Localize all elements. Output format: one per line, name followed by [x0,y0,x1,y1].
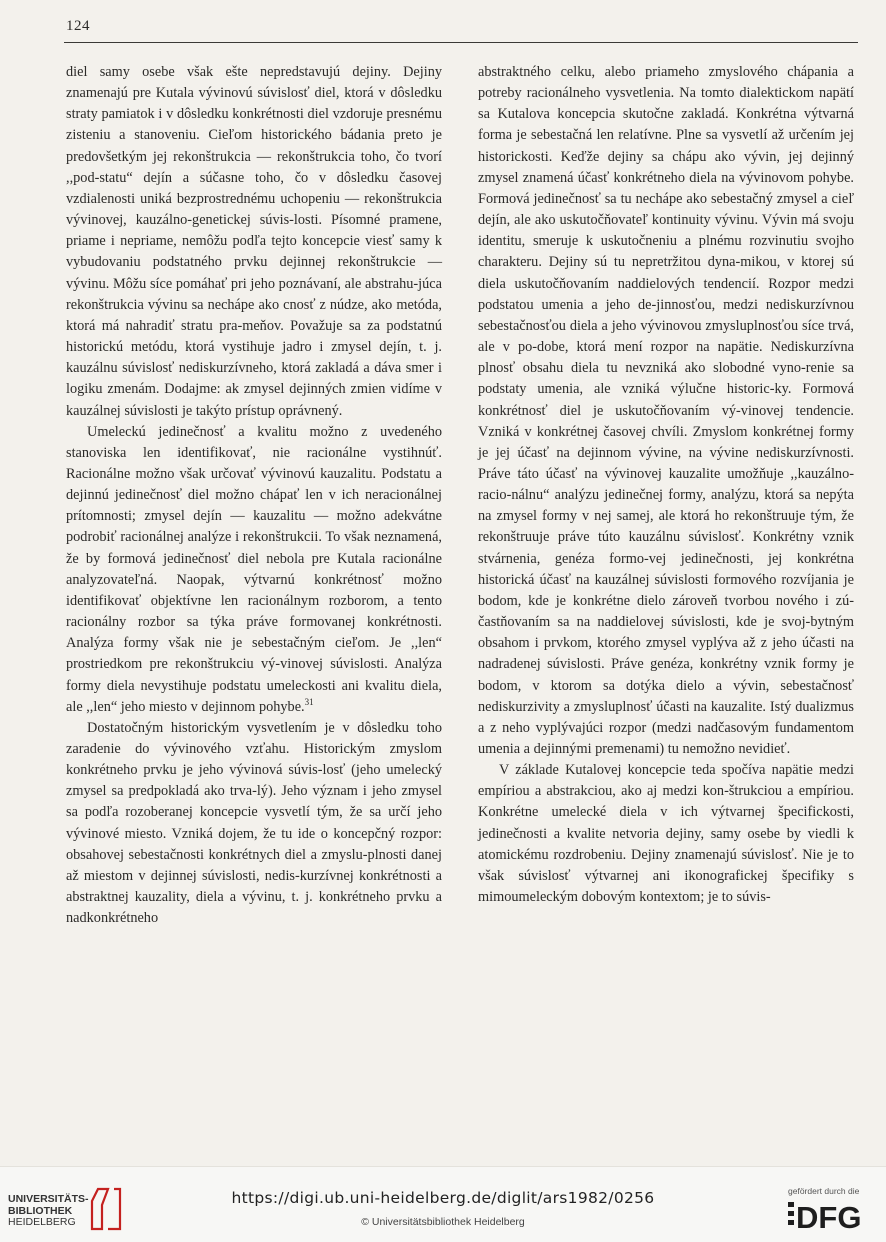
permalink-url[interactable]: https://digi.ub.uni-heidelberg.de/diglit/ars1982/0256 [231,1189,655,1207]
dfg-logo[interactable] [784,1199,874,1233]
library-name-line: HEIDELBERG [8,1216,76,1228]
copyright-notice: © Universitätsbibliothek Heidelberg [361,1216,525,1228]
paragraph [66,422,442,718]
footnote-reference[interactable]: 31 [304,696,314,707]
paragraph: diel samy osebe však ešte nepredstavujú dejiny. Dejiny znamenajú pre Kutala vývinovú súvislosť diel, ktorá v dôsledku straty pamiatok i v dôsledku konkrétnosti diel vzdoruje presnému zisteniu a stanoveniu. Cieľom historického bádania preto je predovšetkým jej rekonštrukcia — rekonštrukcia toho, čo tvorí ,,pod-statu“ dejín a súčasne toho, čo v dôsledku časovej vzdialenosti uniká bezprostrednému uchopeniu — rekonštrukcia vývinovej, kauzálno-genetickej súvis-losti. Písomné pramene, priame i nepriame, nemôžu podľa tejto koncepcie viesť samy k vybudovaniu podstatného prvku dejinnej rekonštrukcie — vývinu. Môžu síce pomáhať pri jeho poznávaní, ale abstrahu-júca rekonštrukcia vývinu sa nechápe ako cnosť z núdze, ako metóda, ktorá má nahradiť stratu pra-meňov. Považuje sa za podstatnú historickú metódu, ktorá vystihuje jadro i zmysel dejín, t. j. kauzálnu súvislosť nediskurzívneho, ktorá zakladá a dáva smer i logiku zmenám. Dodajme: ak zmysel dejinných zmien vidíme v kauzálnej súvislosti je takýto prístup oprávnený. [66,64,442,419]
funder-label: gefördert durch die [788,1186,860,1196]
paragraph: Dostatočným historickým vysvetlením je v dôsledku toho zaradenie do vývinového vzťahu. Historickým zmyslom konkrétneho prvku je jeho vývinová súvis-losť (jeho umelecký zmysel sa predpokladá ako trva-lý). Jeho význam i jeho zmysel sa podľa rozoberanej koncepcie vysvetlí tým, že sa určí jeho vývinové miesto. Vzniká dojem, že tu ide o koncepčný rozpor: obsahovej sebestačnosti konkrétnych diel a zmyslu-plnosti danej až miestom v dejinnej súvislosti, nedis-kurzívnej konkrétnosti a abstraktnej kauzality, diela a vývinu, t. j. konkrétneho prvku a nadkonkrétneho [66,719,442,927]
right-column [478,62,854,908]
library-name-line: UNIVERSITÄTS- [8,1193,89,1205]
paragraph: abstraktného celku, alebo priameho zmyslového chápania a potreby racionálneho vysvetlenia. Na tomto dialektickom napätí sa Kutalova koncepcia skutočne zakladá. Konkrétna výtvarná forma je sebestačná len relatívne. Plne sa vysvetlí až určením jej historickosti. Keďže dejiny sa chápu ako vývin, jej dejinný zmysel znamená účasť konkrétneho diela na vývinovom pohybe. Formová jedinečnosť sa tu nechápe ako sebestačný zmysel a cieľ dejín, ale ako uskutočňovateľ kontinuity vývinu. Vývin má svoju identitu, smeruje k uskutočneniu a plnému rozvinutiu svojho charakteru. Dejiny sú tu nepretržitou dyna-mikou, v ktorej sú diela uskutočňovaním naddielových tendencií. Rozpor medzi podstatou umenia a jeho de-jinnosťou, medzi nediskurzívnou sebestačnosťou diela a jeho vývinovou zmysluplnosťou síce trvá, ale v po-dobe, ktorá mení rozpor na napätie. Nediskurzívna plnosť obsahu diela tu nevzniká ako slobodné vyno-renie sa podstaty umenia, ale vzniká výlučne historic-ky. Formová konkrétnosť diel je uskutočňovaním vý-vinovej tendencie. Vzniká v konkrétnej časovej chvíli. Zmyslom konkrétnej formy je jej účasť na dejinnom vývine, na vývine nediskurzívnosti. Práve táto účasť na vývinovej kauzalite umožňuje ,,kauzálno-racio-nálnu“ analýzu jedinečnej formy, analýzu, ktorá sa nepýta na zmysel formy v nej samej, ale ktorá ho rekonštruuje tým, že rekonštruuje práve túto kauzálnu súvislosť. Konkrétny vznik stvárnenia, genéza formo-vej jedinečnosti, jej konkrétna historická účasť na kauzálnej súvislosti formového rozvíjania je bodom, kde je konkrétne dielo zároveň tvorbou nového i zú-častňovaním sa na naddielovej súvislosti, kde je svoj-bytným obsahom i prvkom, ktorého zmysel vyplýva až z jeho účasti na nadradenej súvislosti. Práve genéza, konkrétny vznik formy je bodom, v ktorom sa dotýka dielo a vývin, sebestačnosť nediskurzivity a zmysluplnosť účasti na kauzalite. Istý dualizmus a z neho vyplývajúci rozpor (medzi nadčasovým fundamentom umenia a dejinnými premenami) tu nemožno nevidieť. [478,64,854,757]
page-number: 124 [66,18,90,34]
paragraph-text: Umeleckú jedinečnosť a kvalitu možno z uvedeného stanoviska len identifikovať, nie racionálne vystihnúť. Racionálne možno však určovať vývinovú kauzalitu. Podstatu a dejinnú jedinečnosť diel možno chápať len v ich neracionálnej prítomnosti; zmysel dejín — kauzalitu — možno adekvátne podrobiť racionálnej analýze i rekonštrukcii. To však neznamená, že by formová jedinečnosť diel nebola pre Kutala racionálne analyzovateľná. Naopak, výtvarnú konkrétnosť možno identifikovať objektívne len racionálnym rozborom, a tento racionálny rozbor sa týka práve formovanej konkrétnosti. Analýza formy však nie je sebestačným cieľom. Je ,,len“ prostriedkom pre rekonštrukciu vý-vinovej súvislosti. Analýza formy diela nevystihuje podstatu umeleckosti ani kvalitu diela, ale ,,len“ jeho miesto v dejinnom pohybe. [66,423,442,715]
paragraph: V základe Kutalovej koncepcie teda spočíva napätie medzi empíriou a abstrakciou, ako aj medzi kon-štrukciou a empíriou. Konkrétne umelecké diela v ich výtvarnej špecifickosti, jedinečnosti a kvalite netvoria dejiny, samy osebe by viedli k atomickému rozdrobeniu. Dejiny znamenajú súvislosť. Nie je to však súvislosť výtvarnej ani ikonografickej špecifiky s mimoumeleckým dobovým kontextom; je to súvis- [478,762,854,906]
left-column [66,62,442,929]
viewer-footer [0,1166,886,1242]
library-name-line: BIBLIOTHEK [8,1204,73,1217]
header-rule [64,42,858,43]
dfg-wordmark: DFG [796,1200,862,1233]
